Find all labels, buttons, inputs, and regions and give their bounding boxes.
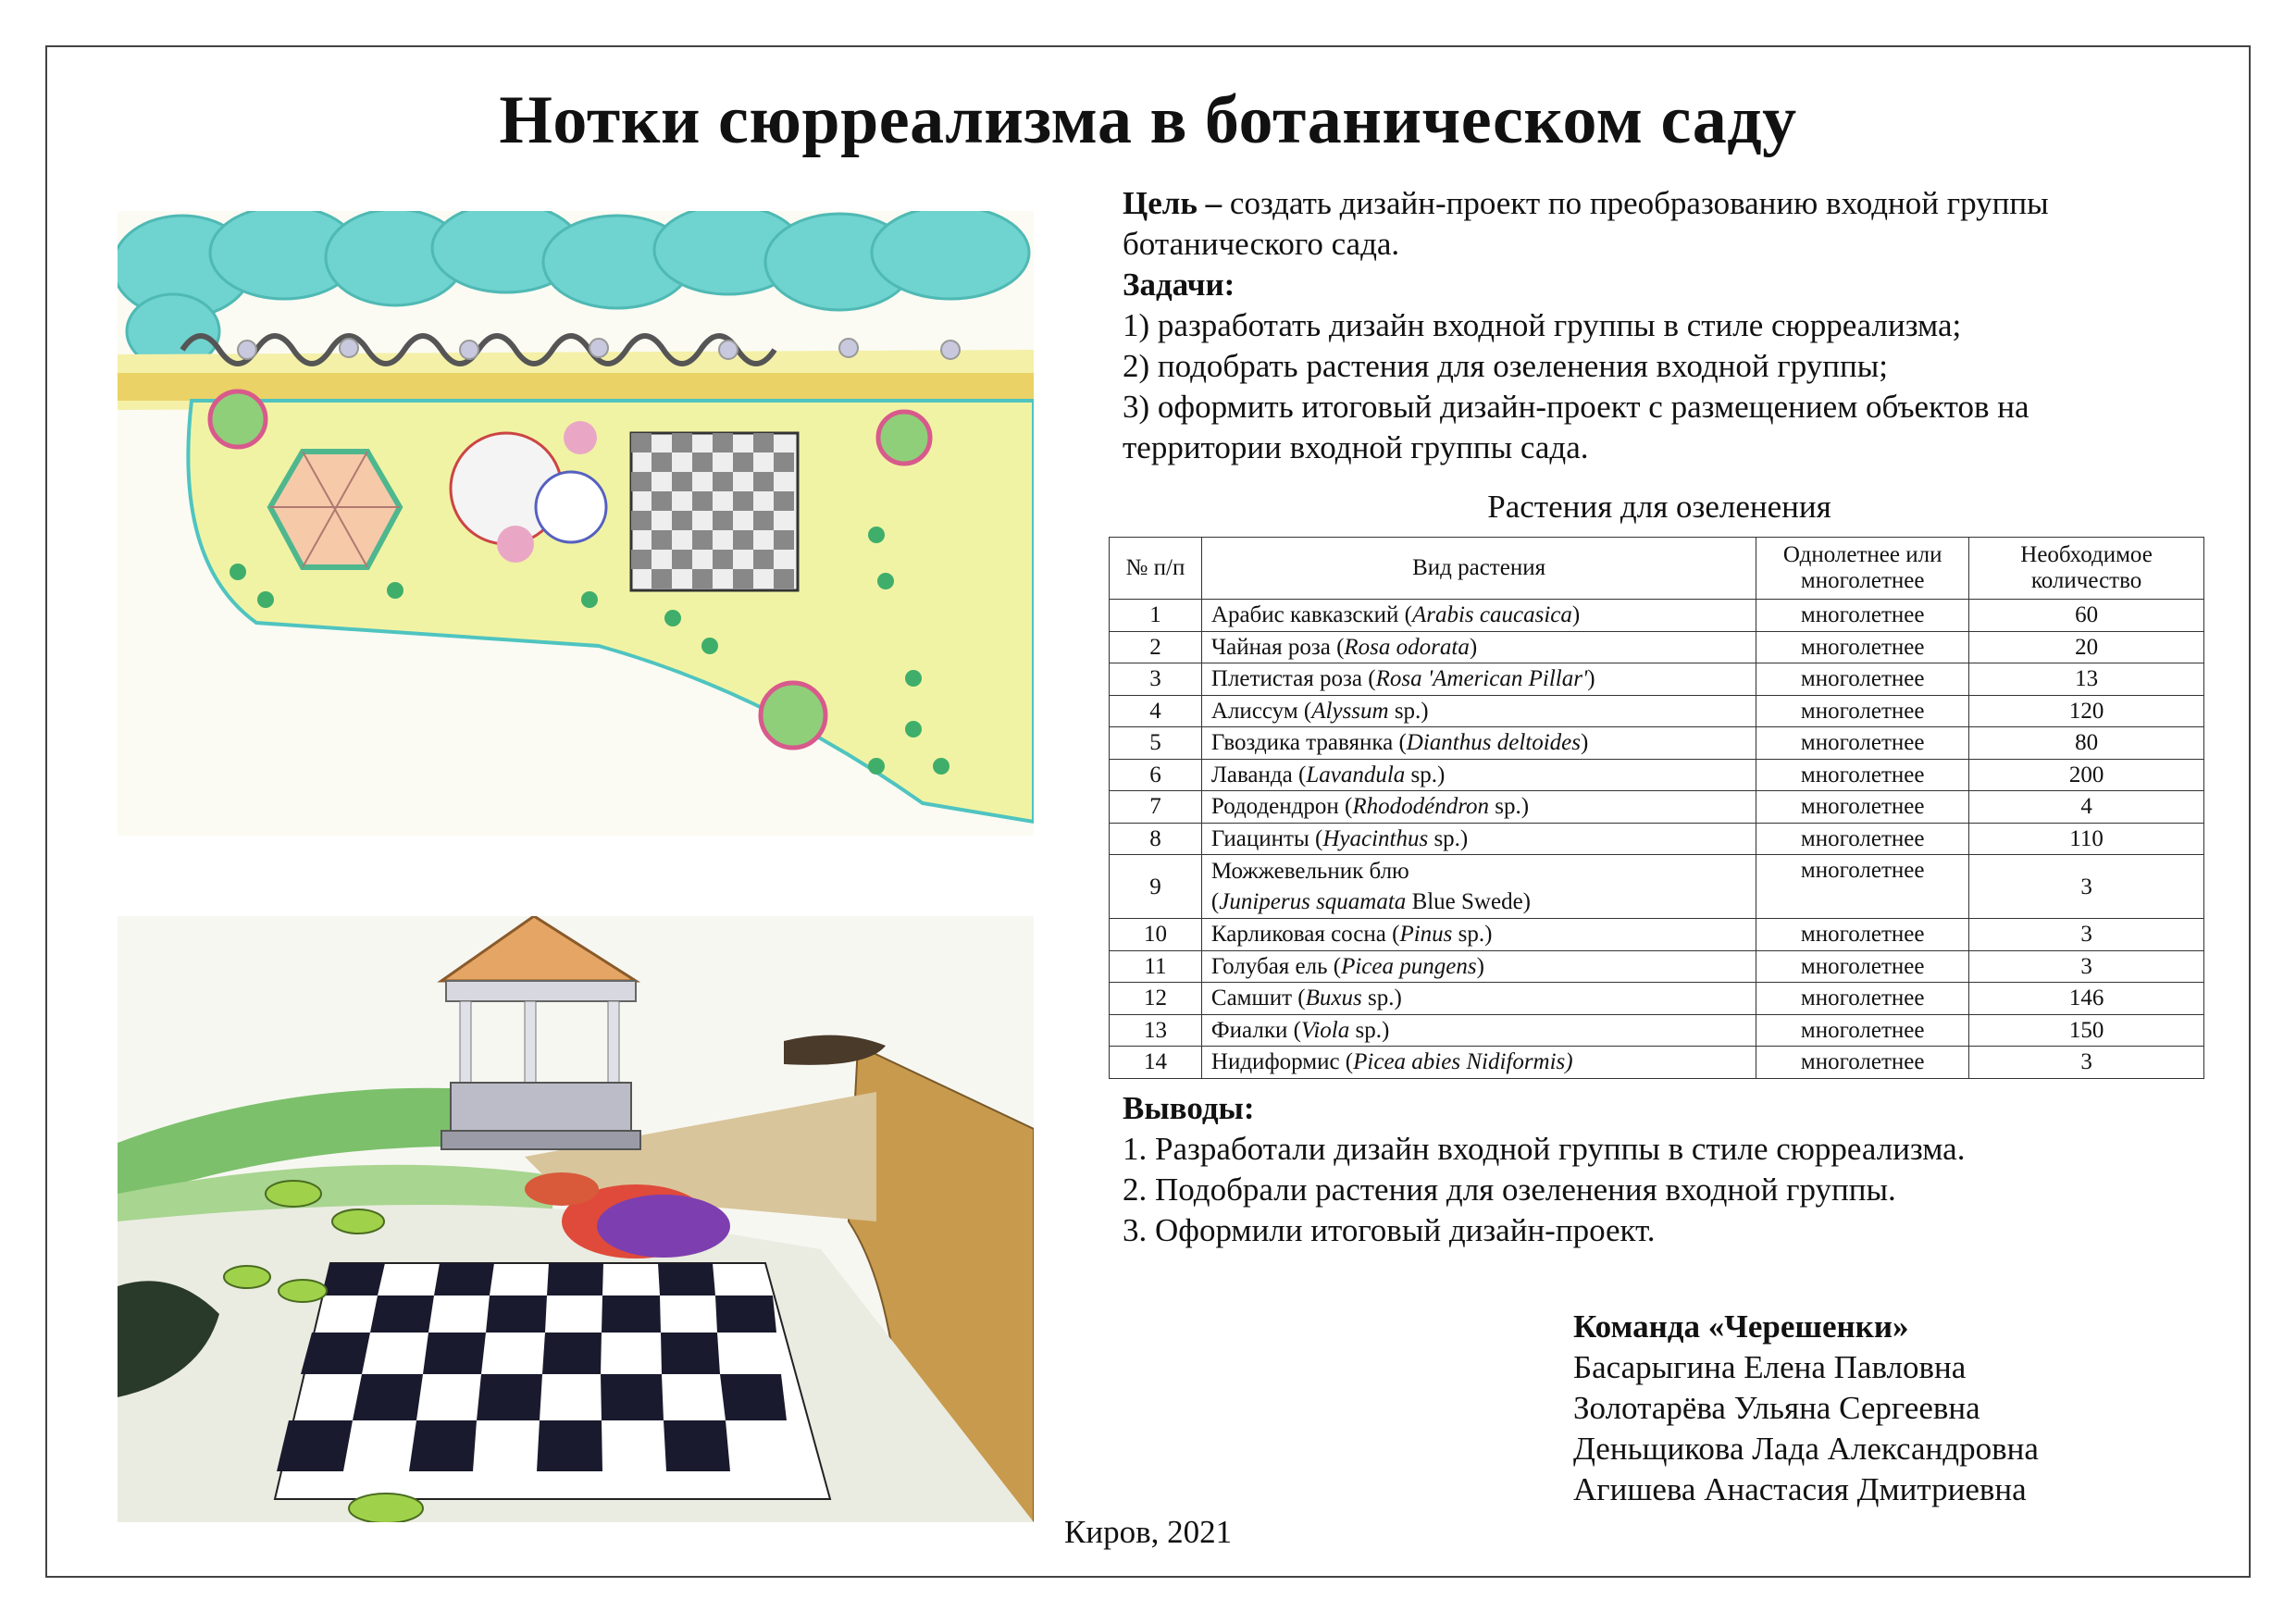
plant-latin-name: Viola [1300, 1017, 1350, 1043]
plant-quantity: 110 [1969, 823, 2204, 855]
team-member: Деньщикова Лада Александровна [1573, 1431, 2039, 1467]
plant-latin-name: Rhododéndron [1352, 794, 1490, 820]
plant-name [1201, 600, 1756, 632]
plant-latin-name: Rosa 'American Pillar' [1375, 666, 1588, 692]
page-title: Нотки сюрреализма в ботаническом саду [499, 82, 1797, 158]
goal-section [1123, 183, 2196, 468]
plant-quantity: 3 [1969, 1047, 2204, 1079]
row-number: 11 [1110, 950, 1202, 983]
plant-latin-name: Rosa odorata [1344, 634, 1470, 660]
table-row [1110, 695, 2204, 727]
plant-common-name: Рододендрон ( [1210, 794, 1353, 820]
city-year: Киров, 2021 [1064, 1514, 1233, 1550]
plant-name [1201, 983, 1756, 1015]
plant-common-name: Карликовая сосна ( [1210, 922, 1400, 948]
task-item: 2) подобрать растения для озеленения входной группы; [1123, 348, 1888, 384]
plant-common-name: Арабис кавказский ( [1210, 602, 1412, 628]
plant-latin-name: Dianthus deltoides [1406, 730, 1581, 756]
plant-name-tail: sp.) [1361, 986, 1402, 1011]
table-row [1110, 600, 2204, 632]
plant-name-cont: ( [1210, 889, 1220, 914]
plant-name [1201, 759, 1756, 791]
column-header: Однолетнее или многолетнее [1756, 538, 1969, 600]
conclusion-item: 2. Подобрали растения для озеленения входной группы. [1123, 1172, 1896, 1208]
row-number: 13 [1110, 1014, 1202, 1047]
table-row [1110, 823, 2204, 855]
row-number: 7 [1110, 791, 1202, 824]
column-header: Необходимое количество [1969, 538, 2204, 600]
table-row [1110, 631, 2204, 663]
plant-name-tail: ) [1587, 666, 1595, 692]
plant-lifecycle: многолетнее [1756, 759, 1969, 791]
row-number: 2 [1110, 631, 1202, 663]
plant-latin-name: Buxus [1305, 986, 1362, 1011]
plant-name-tail: sp.) [1349, 1017, 1390, 1043]
row-number: 9 [1110, 855, 1202, 919]
plant-name-tail: sp.) [1452, 922, 1493, 948]
plant-common-name: Алиссум ( [1210, 698, 1312, 724]
plant-quantity: 4 [1969, 791, 2204, 824]
plant-name [1201, 919, 1756, 951]
conclusions-label: Выводы: [1123, 1090, 1255, 1126]
table-caption: Растения для озеленения [1487, 489, 1831, 525]
table-header-row [1110, 538, 2204, 600]
plant-lifecycle: многолетнее [1756, 695, 1969, 727]
plant-name [1201, 695, 1756, 727]
table-row [1110, 855, 2204, 919]
plant-lifecycle: многолетнее [1756, 663, 1969, 696]
plant-lifecycle: многолетнее [1756, 791, 1969, 824]
table-row [1110, 663, 2204, 696]
row-number: 14 [1110, 1047, 1202, 1079]
team-member: Басарыгина Елена Павловна [1573, 1349, 1967, 1385]
plant-name [1201, 950, 1756, 983]
plant-lifecycle: многолетнее [1756, 855, 1969, 919]
goal-label: Цель – [1123, 185, 1222, 221]
row-number: 6 [1110, 759, 1202, 791]
plant-latin-name: Juniperus squamata [1219, 889, 1407, 914]
row-number: 1 [1110, 600, 1202, 632]
plant-quantity: 13 [1969, 663, 2204, 696]
plant-common-name: Можжевельник блю [1210, 859, 1409, 884]
plant-quantity: 60 [1969, 600, 2204, 632]
plant-quantity: 3 [1969, 919, 2204, 951]
plant-latin-name: Picea abies Nidiformis) [1353, 1049, 1573, 1075]
conclusion-item: 3. Оформили итоговый дизайн-проект. [1123, 1212, 1656, 1248]
plant-name-tail: sp.) [1405, 762, 1446, 787]
plant-quantity: 120 [1969, 695, 2204, 727]
plant-name [1201, 791, 1756, 824]
plant-common-name: Самшит ( [1210, 986, 1306, 1011]
table-row [1110, 983, 2204, 1015]
column-header: № п/п [1110, 538, 1202, 600]
row-number: 3 [1110, 663, 1202, 696]
plant-lifecycle: многолетнее [1756, 983, 1969, 1015]
plant-latin-name: Lavandula [1306, 762, 1406, 787]
plant-common-name: Фиалки ( [1210, 1017, 1301, 1043]
plant-lifecycle: многолетнее [1756, 950, 1969, 983]
row-number: 12 [1110, 983, 1202, 1015]
plant-lifecycle: многолетнее [1756, 600, 1969, 632]
garden-perspective-drawing [118, 916, 1034, 1522]
plant-quantity: 80 [1969, 727, 2204, 760]
team-member: Агишева Анастасия Дмитриевна [1573, 1471, 2027, 1507]
table-row [1110, 919, 2204, 951]
row-number: 8 [1110, 823, 1202, 855]
plant-latin-name: Pinus [1399, 922, 1453, 948]
plant-name [1201, 727, 1756, 760]
plant-name [1201, 855, 1756, 919]
plant-quantity: 200 [1969, 759, 2204, 791]
plant-quantity: 150 [1969, 1014, 2204, 1047]
task-item: 1) разработать дизайн входной группы в стиле сюрреализма; [1123, 307, 1962, 343]
plant-name-tail: ) [1476, 953, 1484, 979]
plant-common-name: Гиацинты ( [1210, 825, 1323, 851]
plant-latin-name: Alyssum [1311, 698, 1389, 724]
team-member: Золотарёва Ульяна Сергеевна [1573, 1390, 1980, 1426]
table-row [1110, 791, 2204, 824]
plant-name-tail: ) [1571, 602, 1581, 628]
plant-common-name: Чайная роза ( [1210, 634, 1345, 660]
plant-quantity: 146 [1969, 983, 2204, 1015]
plant-name [1201, 1047, 1756, 1079]
plant-quantity: 3 [1969, 855, 2204, 919]
plants-table [1109, 537, 2204, 1079]
plant-name-tail: sp.) [1489, 794, 1530, 820]
plant-common-name: Лаванда ( [1210, 762, 1307, 787]
plant-latin-name: Arabis caucasica [1411, 602, 1572, 628]
garden-plan-drawing [118, 211, 1034, 836]
plant-name [1201, 663, 1756, 696]
column-header: Вид растения [1201, 538, 1756, 600]
plant-lifecycle: многолетнее [1756, 1014, 1969, 1047]
team-label: Команда «Черешенки» [1573, 1308, 1909, 1345]
plant-lifecycle: многолетнее [1756, 631, 1969, 663]
plant-common-name: Плетистая роза ( [1210, 666, 1376, 692]
plant-name-tail: ) [1469, 634, 1478, 660]
tasks-label: Задачи: [1123, 267, 1235, 303]
table-row [1110, 950, 2204, 983]
table-row [1110, 727, 2204, 760]
plant-name-tail: ) [1580, 730, 1589, 756]
plant-latin-name: Hyacinthus [1322, 825, 1429, 851]
conclusions-section [1123, 1088, 2196, 1251]
plant-name-tail: Blue Swede) [1406, 889, 1532, 914]
row-number: 10 [1110, 919, 1202, 951]
plant-name-tail: sp.) [1428, 825, 1469, 851]
plant-common-name: Гвоздика травянка ( [1210, 730, 1407, 756]
task-item: 3) оформить итоговый дизайн-проект с размещением объектов на территории входной группы сада. [1123, 389, 2029, 465]
plant-name [1201, 823, 1756, 855]
plant-latin-name: Picea pungens [1341, 953, 1477, 979]
plant-name-tail: sp.) [1388, 698, 1429, 724]
table-row [1110, 1014, 2204, 1047]
plant-common-name: Голубая ель ( [1210, 953, 1342, 979]
plant-lifecycle: многолетнее [1756, 919, 1969, 951]
conclusion-item: 1. Разработали дизайн входной группы в стиле сюрреализма. [1123, 1131, 1966, 1167]
plant-common-name: Нидиформис ( [1210, 1049, 1354, 1075]
goal-text: создать дизайн-проект по преобразованию входной группы ботанического сада. [1123, 185, 2049, 262]
team-section [1573, 1307, 2221, 1510]
plant-name [1201, 631, 1756, 663]
table-row [1110, 1047, 2204, 1079]
plant-name [1201, 1014, 1756, 1047]
row-number: 5 [1110, 727, 1202, 760]
plant-lifecycle: многолетнее [1756, 727, 1969, 760]
plant-quantity: 20 [1969, 631, 2204, 663]
plant-lifecycle: многолетнее [1756, 1047, 1969, 1079]
plant-lifecycle: многолетнее [1756, 823, 1969, 855]
table-row [1110, 759, 2204, 791]
plant-quantity: 3 [1969, 950, 2204, 983]
row-number: 4 [1110, 695, 1202, 727]
plants-table-body [1110, 600, 2204, 1079]
